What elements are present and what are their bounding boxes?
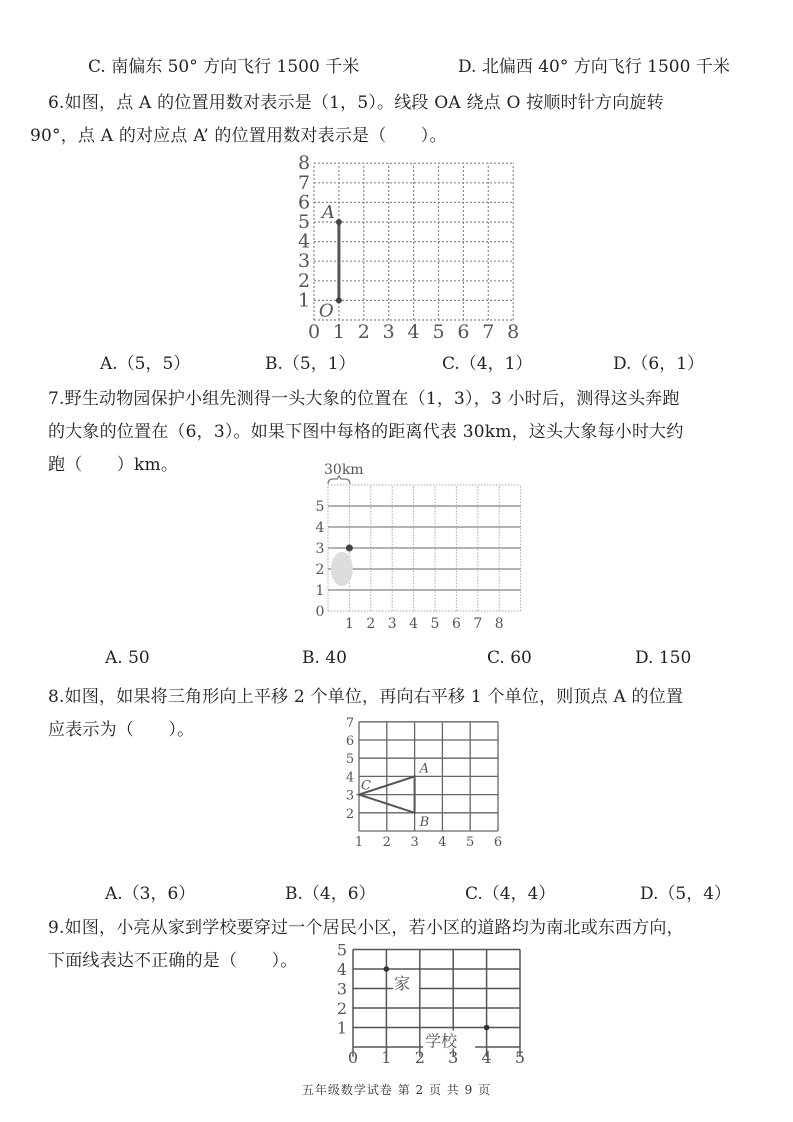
q9-x-tick: 0 — [347, 1048, 359, 1067]
q6-x-tick: 4 — [407, 321, 420, 343]
q6-y-tick: 5 — [297, 211, 311, 233]
q8-option-a: A.（3，6） — [105, 884, 196, 904]
q6-x-tick: 8 — [507, 321, 520, 343]
q9-x-tick: 5 — [514, 1048, 526, 1067]
q9-x-tick: 2 — [414, 1048, 425, 1067]
q6-option-d: D.（6，1） — [613, 354, 705, 374]
q6-y-tick: 2 — [297, 269, 311, 292]
q6-text-line1: 6.如图，点 A 的位置用数对表示是（1，5）。线段 OA 绕点 O 按顺时针方向旋转 — [48, 93, 664, 113]
q8-option-d: D.（5，4） — [640, 884, 732, 904]
q6-y-tick: 6 — [297, 191, 311, 214]
q9-x-tick: 1 — [381, 1048, 392, 1067]
q6-option-a: A.（5，5） — [100, 354, 191, 374]
q8-y-tick: 4 — [345, 770, 355, 786]
elephant-icon — [331, 552, 353, 586]
q9-point-home — [384, 966, 390, 972]
q6-x-tick: 7 — [482, 321, 495, 343]
q8-x-tick: 2 — [382, 835, 391, 850]
q6-y-tick: 4 — [297, 230, 311, 253]
q9-y-tick: 5 — [336, 940, 348, 960]
q6-option-b: B.（5，1） — [265, 354, 356, 374]
q9-y-tick: 3 — [336, 979, 348, 999]
q8-option-b: B.（4，6） — [285, 884, 376, 904]
q6-y-tick: 3 — [297, 250, 311, 273]
q6-y-tick: 7 — [297, 171, 311, 194]
q7-option-b: B. 40 — [302, 648, 347, 668]
q6-x-tick: 3 — [382, 321, 395, 343]
q9-point-school — [484, 1025, 490, 1031]
q8-y-tick: 6 — [345, 734, 355, 749]
q8-text-line1: 8.如图，如果将三角形向上平移 2 个单位，再向右平移 1 个单位，则顶点 A 的位置 — [48, 687, 684, 707]
q8-label-C: C — [361, 778, 371, 794]
q6-x-tick: 0 — [307, 321, 321, 343]
q7-scale-label: 30km — [324, 462, 364, 478]
q7-option-c: C. 60 — [487, 648, 532, 668]
q7-option-d: D. 150 — [635, 648, 692, 668]
q9-label-school: 学校 — [425, 1031, 458, 1051]
q9-y-tick: 4 — [336, 960, 348, 979]
q7-point — [346, 545, 353, 552]
q5-option-c: C. 南偏东 50° 方向飞行 1500 千米 — [88, 57, 360, 77]
q7-y-tick: 1 — [315, 583, 325, 599]
q8-y-tick: 5 — [345, 752, 355, 768]
q6-label-A: A — [321, 202, 335, 223]
q6-label-O: O — [318, 300, 334, 322]
q7-x-tick: 7 — [473, 616, 483, 632]
q5-option-d: D. 北偏西 40° 方向飞行 1500 千米 — [458, 57, 730, 77]
q7-text-line2: 的大象的位置在（6，3）。如果下图中每格的距离代表 30km，这头大象每小时大约 — [48, 422, 684, 442]
q8-label-B: B — [419, 814, 430, 830]
q9-y-tick: 1 — [336, 1018, 348, 1038]
q8-x-tick: 3 — [410, 835, 419, 850]
q7-y-tick: 0 — [315, 604, 325, 620]
q6-x-tick: 2 — [357, 321, 370, 343]
q7-x-tick: 4 — [409, 616, 419, 632]
q9-label-home: 家 — [394, 974, 411, 993]
q8-y-tick: 7 — [345, 715, 355, 731]
q6-point-A — [336, 219, 342, 225]
q7-text-line3: 跑（ ）km。 — [48, 455, 179, 475]
q6-x-tick: 5 — [432, 321, 445, 343]
q8-y-tick: 3 — [345, 788, 355, 804]
q7-text-line1: 7.野生动物园保护小组先测得一头大象的位置在（1，3），3 小时后，测得这头奔跑 — [48, 389, 680, 409]
q8-x-tick: 1 — [354, 835, 364, 850]
q7-y-tick: 2 — [315, 562, 325, 578]
page-footer: 五年级数学试卷 第 2 页 共 9 页 — [301, 1083, 492, 1097]
q8-x-tick: 4 — [438, 835, 447, 850]
q7-x-tick: 6 — [451, 616, 461, 632]
q7-y-tick: 3 — [315, 541, 325, 557]
q7-y-tick: 4 — [315, 520, 325, 536]
q6-y-tick: 1 — [297, 289, 311, 312]
q9-text-line2: 下面线表达不正确的是（ ）。 — [48, 951, 298, 971]
q6-y-tick: 8 — [297, 152, 311, 175]
q9-x-tick: 4 — [481, 1048, 492, 1067]
q8-y-tick: 2 — [345, 806, 355, 822]
q6-option-c: C.（4，1） — [442, 354, 533, 374]
q8-x-tick: 5 — [466, 835, 475, 850]
q6-x-tick: 1 — [332, 321, 345, 343]
q7-option-a: A. 50 — [105, 648, 150, 668]
q6-point-O — [336, 297, 342, 303]
q9-y-tick: 2 — [336, 999, 348, 1018]
q7-y-tick: 5 — [315, 499, 325, 515]
q6-x-tick: 6 — [457, 321, 470, 343]
q8-x-tick: 6 — [493, 835, 503, 850]
q8-label-A: A — [419, 761, 429, 777]
q9-x-tick: 3 — [448, 1048, 459, 1067]
q7-x-tick: 5 — [430, 616, 440, 632]
q8-option-c: C.（4，4） — [465, 884, 556, 904]
q7-x-tick: 8 — [494, 616, 504, 632]
q7-x-tick: 2 — [366, 616, 376, 632]
q9-text-line1: 9.如图，小亮从家到学校要穿过一个居民小区，若小区的道路均为南北或东西方向， — [48, 918, 684, 938]
q6-text-line2: 90°，点 A 的对应点 A’ 的位置用数对表示是（ ）。 — [30, 126, 447, 146]
q7-x-tick: 1 — [344, 616, 354, 632]
q7-x-tick: 3 — [387, 616, 397, 632]
q8-text-line2: 应表示为（ ）。 — [48, 720, 195, 740]
